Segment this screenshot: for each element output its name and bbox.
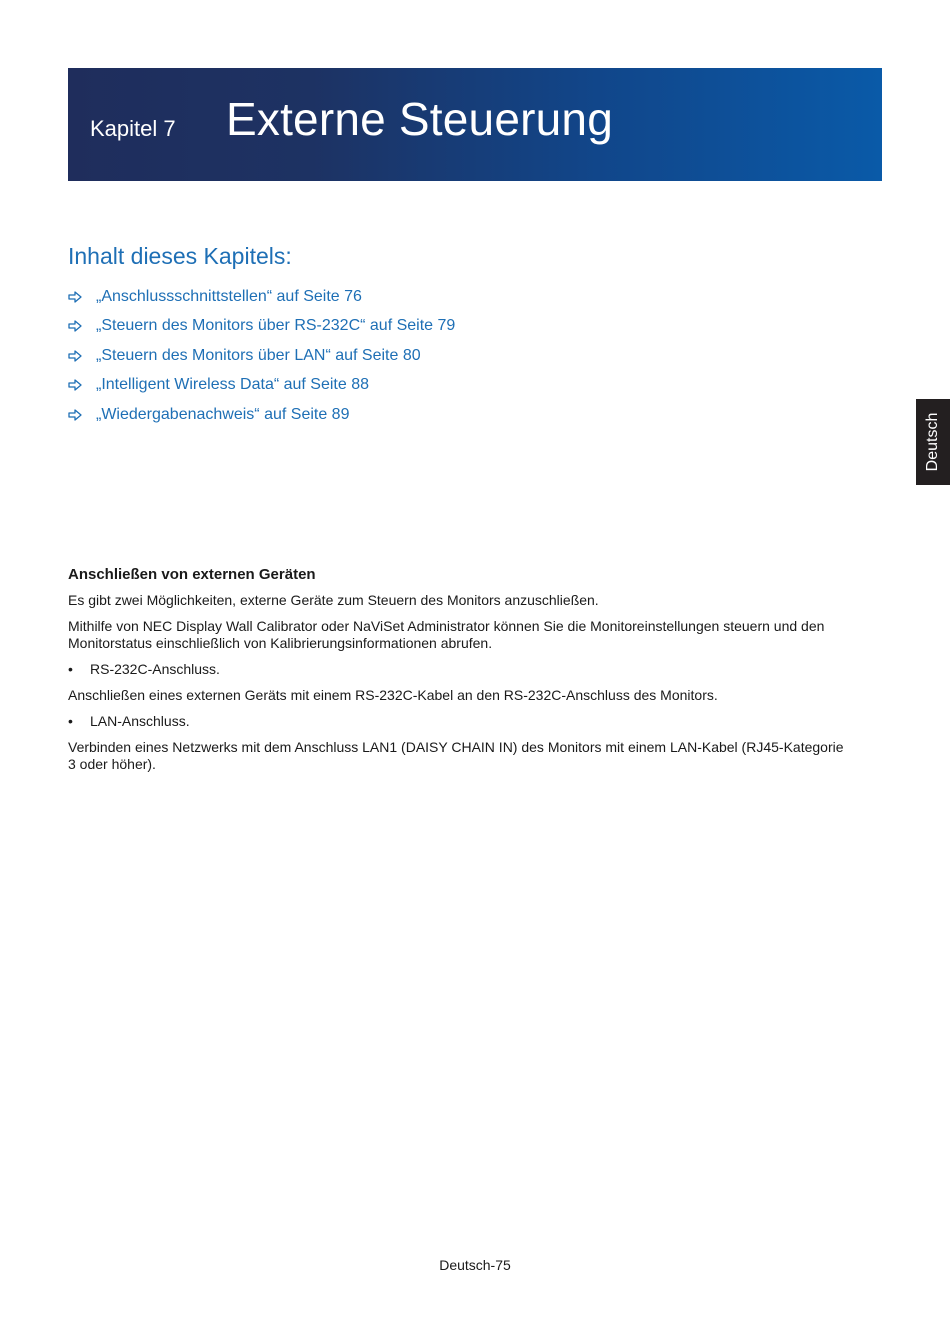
bullet-item-rs232c: [68, 661, 848, 678]
toc-link[interactable]: „Wiedergabenachweis“ auf Seite 89: [96, 405, 350, 423]
chapter-banner: [68, 68, 882, 181]
arrow-right-icon: [68, 291, 82, 303]
language-side-tab: [916, 399, 950, 485]
arrow-right-icon: [68, 350, 82, 362]
arrow-right-icon: [68, 379, 82, 391]
arrow-right-icon: [68, 320, 82, 332]
toc-item-rs232c[interactable]: [68, 312, 455, 342]
bullet-marker: •: [68, 713, 73, 729]
toc-link[interactable]: „Anschlussschnittstellen“ auf Seite 76: [96, 287, 362, 305]
bullet-detail: Anschließen eines externen Geräts mit einem RS-232C-Kabel an den RS-232C-Anschluss des Monitors.: [68, 687, 718, 703]
toc-link[interactable]: „Intelligent Wireless Data“ auf Seite 88: [96, 376, 370, 394]
toc-link[interactable]: „Steuern des Monitors über RS-232C“ auf Seite 79: [96, 317, 456, 335]
section-heading: Anschließen von externen Geräten: [68, 566, 316, 583]
bullet-title: RS-232C-Anschluss.: [90, 661, 220, 677]
bullet-detail: Verbinden eines Netzwerks mit dem Anschluss LAN1 (DAISY CHAIN IN) des Monitors mit einem LAN-Kabel (RJ45-Kategorie 3 oder höher).: [68, 739, 844, 772]
bullet-item-lan: [68, 713, 848, 730]
chapter-title: Externe Steuerung: [226, 93, 613, 145]
section-paragraph: Es gibt zwei Möglichkeiten, externe Geräte zum Steuern des Monitors anzuschließen.: [68, 592, 599, 608]
arrow-right-icon: [68, 409, 82, 421]
toc-link[interactable]: „Steuern des Monitors über LAN“ auf Seite 80: [96, 346, 421, 364]
toc-item-lan[interactable]: [68, 341, 455, 371]
bullet-title: LAN-Anschluss.: [90, 713, 190, 729]
toc-item-anschlussschnittstellen[interactable]: [68, 282, 455, 312]
section-paragraph: Mithilfe von NEC Display Wall Calibrator oder NaViSet Administrator können Sie die Monitoreinstellungen steuern und den Monitorstatus einschließlich von Kalibrierungsinformationen abrufen.: [68, 618, 825, 651]
toc-list: [68, 282, 455, 430]
toc-heading: Inhalt dieses Kapitels:: [68, 243, 292, 269]
section-content: [68, 566, 848, 782]
toc-item-wiedergabenachweis[interactable]: [68, 400, 455, 430]
chapter-label: Kapitel 7: [90, 116, 176, 141]
language-tab-label: Deutsch: [924, 412, 941, 472]
bullet-marker: •: [68, 661, 73, 677]
toc-item-intelligent-wireless-data[interactable]: [68, 371, 455, 401]
page-number: Deutsch-75: [439, 1257, 511, 1273]
